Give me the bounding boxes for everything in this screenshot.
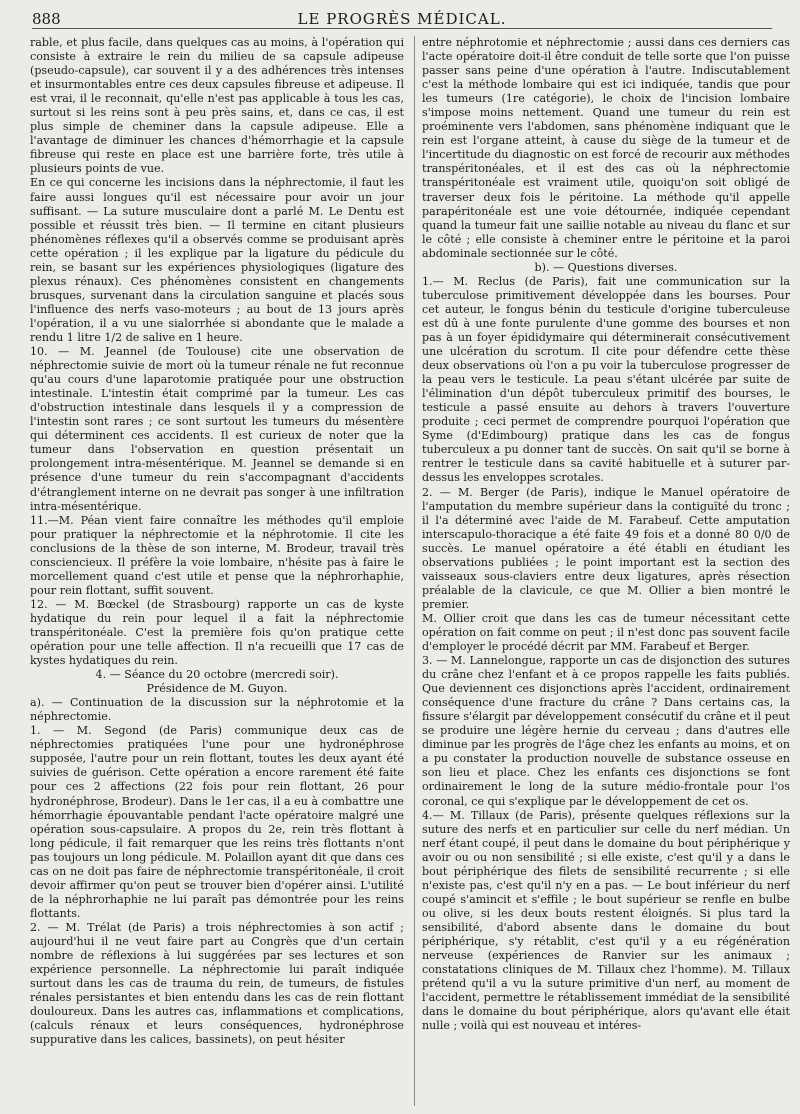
page-number: 888	[32, 10, 61, 28]
paragraph-capsule: rable, et plus facile, dans quelques cas au moins, à l'opération qui consiste à extraire le rein du milieu de sa capsule adipeuse (pseudo-capsule), car souvent il y a des adhérences très intenses et insurmontables entre ces deux capsules fibreuse et adipeuse. Il est vrai, il le reconnait, qu'elle n'est pas applicable à tous les cas, surtout si les reins sont à peu près sains, et, dans ce cas, il est plus simple de cheminer dans la capsule adipeuse. Elle a l'avantage de diminuer les chances d'hémorrhagie et la capsule fibreuse qui reste en place est une barrière forte, très utile à plusieurs points de vue.	[30, 36, 404, 176]
paragraph-trelat: 2. — M. Trélat (de Paris) a trois néphrectomies à son actif ; aujourd'hui il ne veut faire part au Congrès que d'un certain nombre de réflexions à lui suggérées par ses lectures et son expérience personnelle. La néphrectomie lui paraît indiquée surtout dans les cas de trauma du rein, de tumeurs, de fistules rénales persistantes et bien entendu dans les cas de rein flottant douloureux. Dans les autres cas, inflammations et complications, (calculs rénaux et leurs conséquences, hydronéphrose suppurative dans les calices, bassinets), on peut hésiter	[30, 920, 404, 1047]
header-rule	[32, 28, 772, 29]
session-heading: 4. — Séance du 20 octobre (mercredi soir).	[95, 668, 339, 682]
paragraph-jeannel: 10. — M. Jeannel (de Toulouse) cite une observation de néphrectomie suivie de mort où la tumeur rénale ne fut reconnue qu'au cours d'une laparotomie pratiquée pour une obstruction intestinale. L'intestin était comprimé par la tumeur. Les cas d'obstruction intestinale dans lesquels il y a compression de l'intestin sont rares ; ce sont surtout les tumeurs du mésentère qui déterminent ces accidents. Il est curieux de noter que la tumeur dans l'observation en question présentait un prolongement intra-mésentérique. M. Jeannel se demande si en présence d'une tumeur du rein s'accompagnant d'accidents d'étranglement interne on ne devrait pas songer à une infiltration intra-mésentérique.	[30, 345, 404, 513]
paragraph-tillaux: 4.— M. Tillaux (de Paris), présente quelques réflexions sur la suture des nerfs et en particulier sur celle du nerf médian. Un nerf étant coupé, il peut dans le domaine du bout périphérique y avoir ou ou non sensibilité ; si elle existe, c'est qu'il y a dans le bout périphérique des filets de sensibilité recurrente ; si elle n'existe pas, c'est qu'il n'y en a pas. — Le bout inférieur du nerf coupé s'amincit et s'effile ; le bout supérieur se renfle en bulbe ou olive, si les deux bouts restent éloignés. Si plus tard la sensibilité, d'abord absente dans le domaine du bout périphérique, s'y rétablit, c'est qu'il y a eu régénération nerveuse (expériences de Ranvier sur les animaux ; constatations cliniques de M. Tillaux chez l'homme). M. Tillaux prétend qu'il a vu la suture primitive d'un nerf, au moment de l'accident, permettre le rétablissement immédiat de la sensibilité dans le domaine du bout périphérique, alors qu'avant elle était nulle ; voilà qui est nouveau et intéres-	[422, 808, 790, 1033]
paragraph-reclus: 1.— M. Reclus (de Paris), fait une communication sur la tuberculose primitivement développée dans les bourses. Pour cet auteur, le fongus bénin du testicule d'origine tuberculeuse est dû à une fonte purulente d'une gomme des bourses et non pas à un foyer épididymaire qui déterminerait consécutivement une ulcération du scrotum. Il cite pour défendre cette thèse deux observations où l'on a pu voir la tuberculose progresser de la peau vers le testicule. La peau s'étant ulcérée par suite de l'élimination d'un dépôt tuberculeux primitif des bourses, le testicule a passé ensuite au dehors à travers l'ouverture produite ; ceci permet de comprendre pourquoi l'opération que Syme (d'Edimbourg) pratique dans les cas de fongus tuberculeux a pu donner tant de succès. On sait qu'il se borne à rentrer le testicule dans sa cavité habituelle et à suturer par-dessus les enveloppes scrotales.	[422, 274, 790, 485]
left-column	[30, 36, 404, 1106]
right-column	[422, 36, 790, 1106]
journal-title: LE PROGRÈS MÉDICAL.	[297, 10, 507, 28]
questions-heading: b). — Questions diverses.	[534, 260, 678, 274]
paragraph-berger: 2. — M. Berger (de Paris), indique le Manuel opératoire de l'amputation du membre supérieur dans la contiguïté du tronc ; il l'a déterminé avec l'aide de M. Farabeuf. Cette amputation interscapulo-thoracique a été faite 49 fois et a donné 80 0/0 de succès. Le manuel opératoire a été établi en étudiant les observations publiées ; le point important est la section des vaisseaux sous-claviers entre deux ligatures, après résection préalable de la clavicule, ce que M. Ollier a bien montré le premier.	[422, 485, 790, 611]
column-divider	[414, 36, 415, 1106]
paragraph-pean: 11.—M. Péan vient faire connaître les méthodes qu'il emploie pour pratiquer la néphrectomie et la néphrotomie. Il cite les conclusions de la thèse de son interne, M. Brodeur, travail très consciencieux. Il préfère la voie lombaire, n'hésite pas à faire le morcellement quand c'est utile et pense que la néphrorhaphie, pour rein flottant, suffit souvent.	[30, 513, 404, 597]
paragraph-boeckel: 12. — M. Bœckel (de Strasbourg) rapporte un cas de kyste hydatique du rein pour lequel il a fait la néphrectomie transpéritonéale. C'est la première fois qu'on pratique cette opération pour une telle affection. Il n'a recueilli que 17 cas de kystes hydatiques du rein.	[30, 597, 404, 668]
paragraph-ollier: M. Ollier croit que dans les cas de tumeur nécessitant cette opération on fait comme on peut ; il n'est donc pas souvent facile d'employer le procédé décrit par MM. Farabeuf et Berger.	[422, 611, 790, 654]
paragraph-segond: 1. — M. Segond (de Paris) communique deux cas de néphrectomies pratiquées l'une pour une hydronéphrose supposée, l'autre pour un rein flottant, toutes les deux ayant été suivies de guérison. Cette opération a encore rarement été faite pour ces 2 affections (22 fois pour rein flottant, 26 pour hydronéphrose, Brodeur). Dans le 1er cas, il a eu à combattre une hémorrhagie épouvantable pendant l'acte opératoire malgré une opération sous-capsulaire. A propos du 2e, rein très flottant à long pédicule, il fait remarquer que les reins très flottants n'ont pas toujours un long pédicule. M. Polaillon ayant dit que dans ces cas on ne doit pas faire de néphrectomie transpéritonéale, il croit devoir affirmer qu'on peut se trouver bien d'opérer ainsi. L'utilité de la néphrorhaphie ne lui paraît pas démontrée pour les reins flottants.	[30, 724, 404, 920]
paragraph-nephrotomie: entre néphrotomie et néphrectomie ; aussi dans ces derniers cas l'acte opératoire doit-il être conduit de telle sorte que l'on puisse passer sans peine d'une opération à l'autre. Indiscutablement c'est la méthode lombaire qui est ici indiquée, tandis que pour les tumeurs (1re catégorie), le choix de l'incision lombaire s'impose moins nettement. Quand une tumeur du rein est proéminente vers l'abdomen, sans phénomène indiquant que le rein est l'organe atteint, à cause du siège de la tumeur et de l'incertitude du diagnostic on est forcé de recourir aux méthodes transpéritonéales, et il est des cas où la néphrectomie transpéritonéale est vraiment utile, quoiqu'on soit obligé de traverser deux fois le péritoine. La méthode qu'il appelle parapéritonéale est une voie détournée, indiquée cependant quand la tumeur fait une saillie notable au niveau du flanc et sur le côté ; elle consiste à cheminer entre le péritoine et la paroi abdominale sectionnée sur le côté.	[422, 36, 790, 260]
paragraph-incisions: En ce qui concerne les incisions dans la néphrectomie, il faut les faire aussi longues qu'il est nécessaire pour avoir un jour suffisant. — La suture musculaire dont a parlé M. Le Dentu est possible et réussit très bien. — Il termine en citant plusieurs phénomènes réflexes qu'il a observés comme se produisant après cette opération ; il les explique par la ligature du pédicule du rein, se basant sur les expériences physiologiques (ligature des plexus rénaux). Ces phénomènes consistent en changements brusques, survenant dans la circulation sanguine et placés sous l'influence des nerfs vaso-moteurs ; au bout de 13 jours après l'opération, il a vu une sialorrhée si abondante que le malade a rendu 1 litre 1/2 de salive en 1 heure.	[30, 176, 404, 344]
page-header	[32, 10, 772, 30]
discussion-heading: a). — Continuation de la discussion sur la néphrotomie et la néphrectomie.	[30, 696, 404, 724]
presidency-heading: Présidence de M. Guyon.	[146, 682, 288, 696]
paragraph-lannelongue: 3. — M. Lannelongue, rapporte un cas de disjonction des sutures du crâne chez l'enfant et à ce propos rappelle les faits publiés. Que deviennent ces disjonctions après l'accident, ordinairement conséquence d'une fracture du crâne ? Dans certains cas, la fissure s'élargit par développement consécutif du crâne et il peut se produire une légère hernie du cerveau ; dans d'autres elle diminue par les progrès de l'âge chez les enfants au moins, et on a pu constater la production nouvelle de substance osseuse en son lieu et place. Chez les enfants ces disjonctions se font ordinairement le long de la suture médio-frontale pour l'os coronal, ce qui s'explique par le développement de cet os.	[422, 654, 790, 808]
